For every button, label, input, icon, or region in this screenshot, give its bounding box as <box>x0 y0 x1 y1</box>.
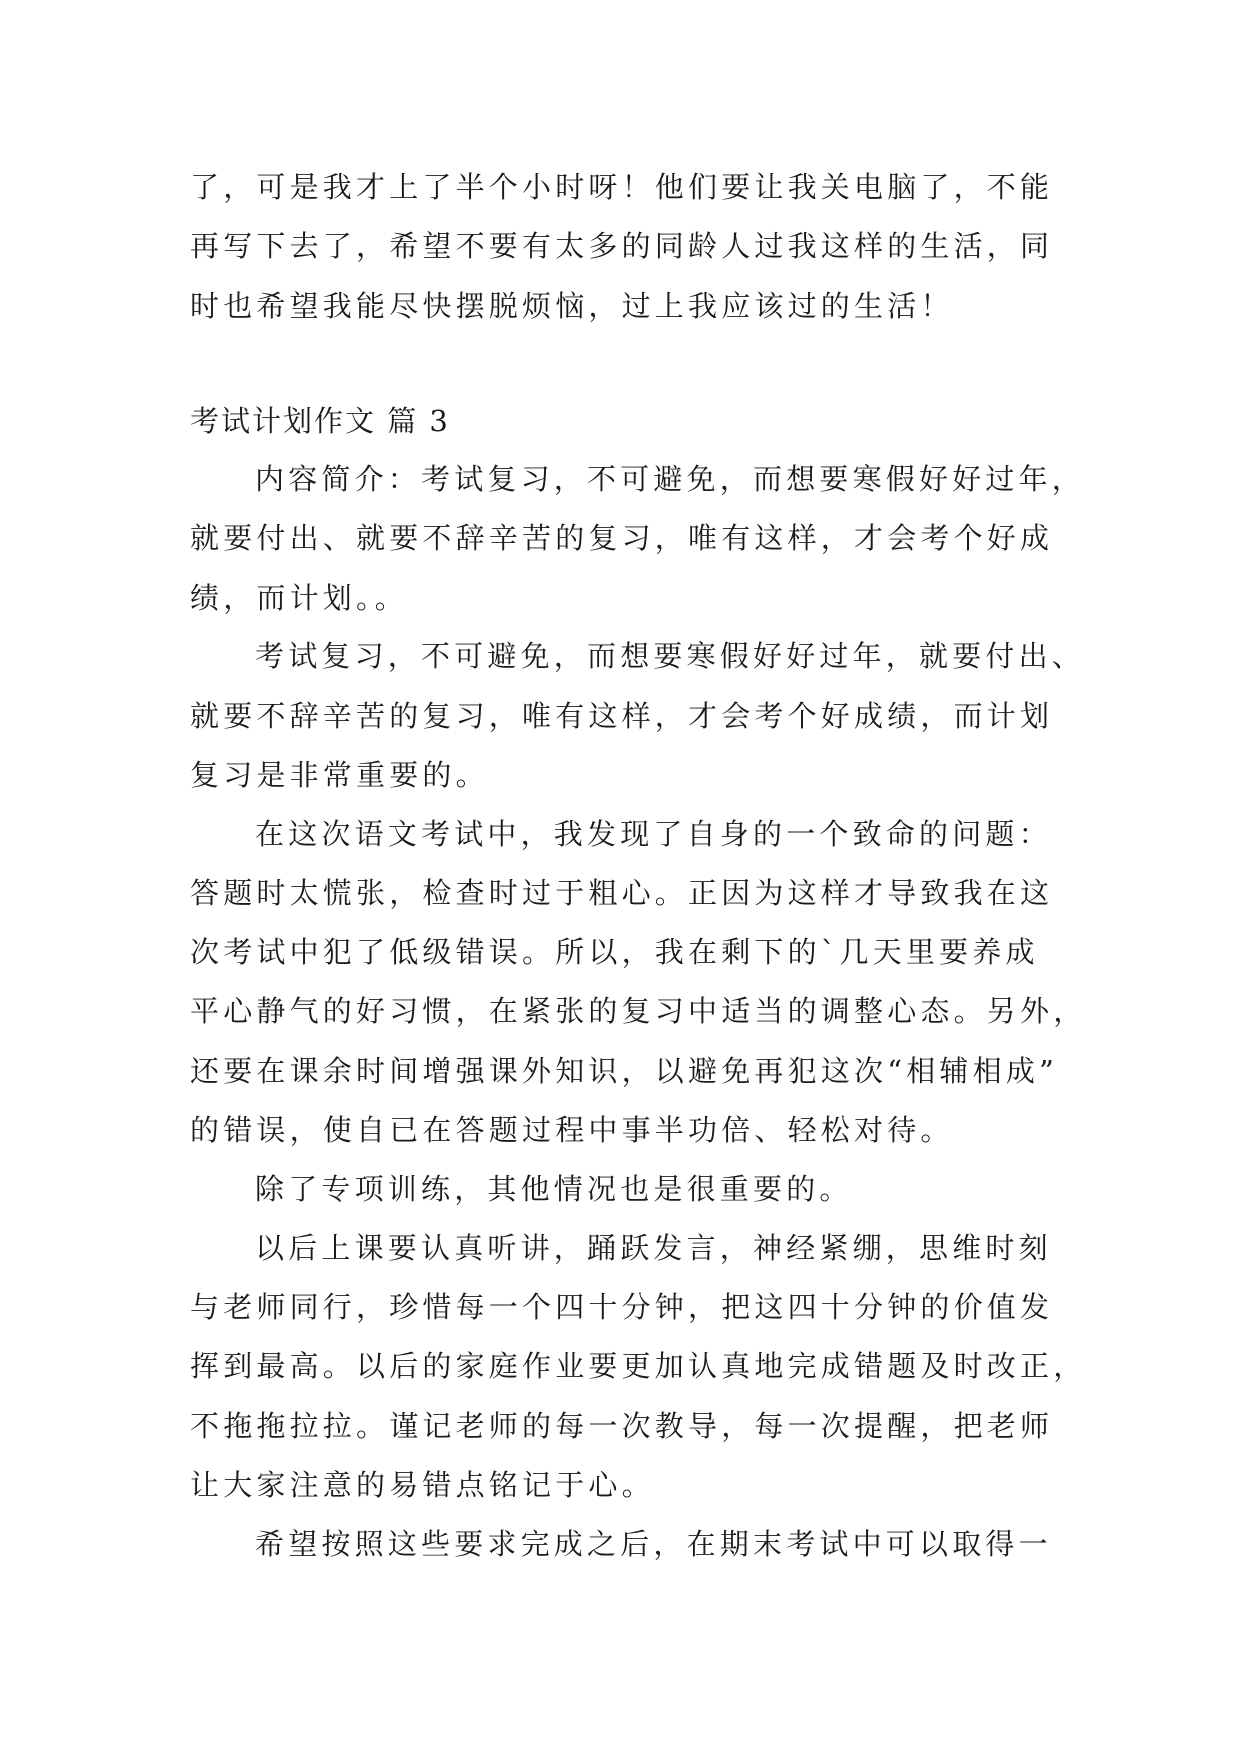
paragraph-line: 就要不辞辛苦的复习，唯有这样，才会考个好成绩，而计划 <box>190 699 1054 733</box>
paragraph-line: 就要付出、就要不辞辛苦的复习，唯有这样，才会考个好成 <box>190 521 1054 555</box>
paragraph-line: 内容简介：考试复习，不可避免，而想要寒假好好过年， <box>255 462 1086 496</box>
paragraph-line: 复习是非常重要的。 <box>190 758 489 792</box>
paragraph-line: 平心静气的好习惯，在紧张的复习中适当的调整心态。另外， <box>190 994 1087 1028</box>
paragraph-line: 的错误，使自已在答题过程中事半功倍、轻松对待。 <box>190 1113 954 1147</box>
paragraph-line: 不拖拖拉拉。谨记老师的每一次教导，每一次提醒，把老师 <box>190 1409 1054 1443</box>
paragraph-line: 还要在课余时间增强课外知识，以避免再犯这次“相辅相成” <box>190 1054 1059 1088</box>
paragraph-line: 挥到最高。以后的家庭作业要更加认真地完成错题及时改正， <box>190 1349 1087 1383</box>
section-heading: 考试计划作文 篇 3 <box>190 404 450 438</box>
paragraph-line: 让大家注意的易错点铭记于心。 <box>190 1468 655 1502</box>
paragraph-line: 除了专项训练，其他情况也是很重要的。 <box>255 1172 853 1206</box>
paragraph-line: 绩，而计划。。 <box>190 581 408 615</box>
paragraph-line: 考试复习，不可避免，而想要寒假好好过年，就要付出、 <box>255 639 1086 673</box>
paragraph-line: 与老师同行，珍惜每一个四十分钟，把这四十分钟的价值发 <box>190 1290 1054 1324</box>
continuation-line: 再写下去了，希望不要有太多的同龄人过我这样的生活，同 <box>190 229 1054 263</box>
paragraph-line: 以后上课要认真听讲，踊跃发言，神经紧绷，思维时刻 <box>255 1231 1052 1265</box>
paragraph-line: 希望按照这些要求完成之后，在期末考试中可以取得一 <box>255 1527 1052 1561</box>
paragraph-line: 在这次语文考试中，我发现了自身的一个致命的问题： <box>255 817 1052 851</box>
paragraph-line: 答题时太慌张，检查时过于粗心。正因为这样才导致我在这 <box>190 876 1054 910</box>
continuation-line: 时也希望我能尽快摆脱烦恼，过上我应该过的生活！ <box>190 289 954 323</box>
paragraph-line: 次考试中犯了低级错误。所以，我在剩下的`几天里要养成 <box>190 935 1039 969</box>
continuation-line: 了，可是我才上了半个小时呀！他们要让我关电脑了，不能 <box>190 170 1054 204</box>
